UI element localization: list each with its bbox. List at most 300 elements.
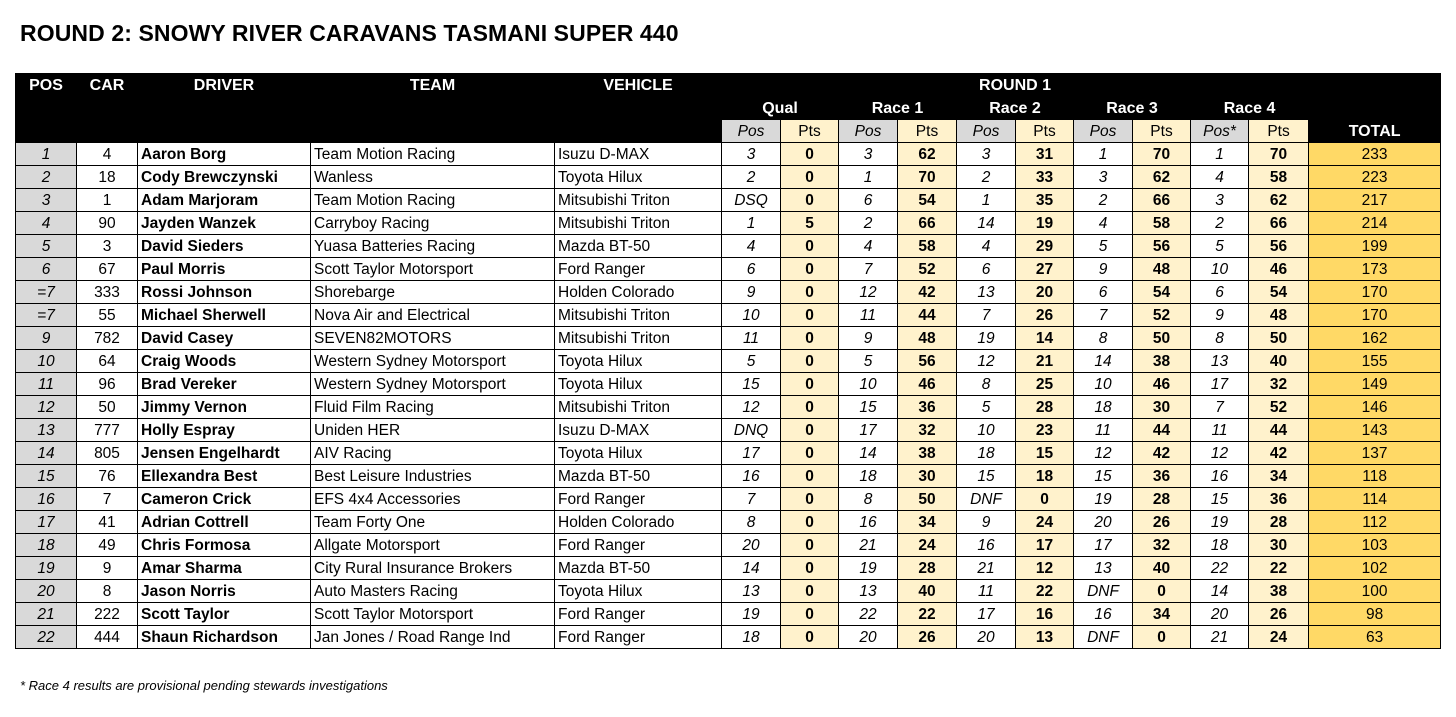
r3-pos-cell: 9 bbox=[1074, 258, 1133, 281]
qual-pts-cell: 0 bbox=[781, 511, 839, 534]
driver-cell: Paul Morris bbox=[138, 258, 311, 281]
table-row bbox=[16, 304, 1441, 327]
total-cell: 173 bbox=[1309, 258, 1441, 281]
qual-pos-cell: 2 bbox=[722, 166, 781, 189]
team-cell: Uniden HER bbox=[311, 419, 555, 442]
r4-pts-cell: 22 bbox=[1249, 557, 1309, 580]
r1-pts-cell: 40 bbox=[898, 580, 957, 603]
r2-pos-cell: 17 bbox=[957, 603, 1016, 626]
total-cell: 199 bbox=[1309, 235, 1441, 258]
qual-pts-cell: 0 bbox=[781, 488, 839, 511]
driver-header: DRIVER bbox=[138, 74, 311, 97]
pos-cell: 3 bbox=[16, 189, 77, 212]
r2-pos-cell: 4 bbox=[957, 235, 1016, 258]
driver-cell: Jensen Engelhardt bbox=[138, 442, 311, 465]
r3-pos-cell: 1 bbox=[1074, 143, 1133, 166]
team-cell: Western Sydney Motorsport bbox=[311, 373, 555, 396]
total-cell: 143 bbox=[1309, 419, 1441, 442]
qual-pts-cell: 0 bbox=[781, 373, 839, 396]
r3-pts-cell: 30 bbox=[1133, 396, 1191, 419]
r4-pos-cell: 9 bbox=[1191, 304, 1249, 327]
pos-cell: 18 bbox=[16, 534, 77, 557]
table-row bbox=[16, 511, 1441, 534]
vehicle-cell: Toyota Hilux bbox=[555, 166, 722, 189]
r3-pts-cell: 44 bbox=[1133, 419, 1191, 442]
qual-pts-cell: 0 bbox=[781, 396, 839, 419]
car-cell: 782 bbox=[77, 327, 138, 350]
total-cell: 149 bbox=[1309, 373, 1441, 396]
r1-pts-cell: 48 bbox=[898, 327, 957, 350]
driver-cell: Adam Marjoram bbox=[138, 189, 311, 212]
r3-pos-cell: 12 bbox=[1074, 442, 1133, 465]
r1-pts-cell: 28 bbox=[898, 557, 957, 580]
header-row-2 bbox=[16, 97, 1441, 120]
r2-pts-cell: 28 bbox=[1016, 396, 1074, 419]
race3-header: Race 3 bbox=[1074, 97, 1191, 120]
header-row-1 bbox=[16, 74, 1441, 97]
team-cell: SEVEN82MOTORS bbox=[311, 327, 555, 350]
r4-pos-cell: 16 bbox=[1191, 465, 1249, 488]
r4-pos-cell: 11 bbox=[1191, 419, 1249, 442]
qual-pts-cell: 0 bbox=[781, 235, 839, 258]
r4-pos-cell: 17 bbox=[1191, 373, 1249, 396]
team-cell: Scott Taylor Motorsport bbox=[311, 603, 555, 626]
r2-pos-cell: 6 bbox=[957, 258, 1016, 281]
vehicle-cell: Isuzu D-MAX bbox=[555, 143, 722, 166]
r3-pos-cell: 10 bbox=[1074, 373, 1133, 396]
qual-pos-cell: 19 bbox=[722, 603, 781, 626]
r3-pts-cell: 28 bbox=[1133, 488, 1191, 511]
vehicle-cell: Mitsubishi Triton bbox=[555, 189, 722, 212]
r1-pts-cell: 38 bbox=[898, 442, 957, 465]
r3-pos-cell: 8 bbox=[1074, 327, 1133, 350]
driver-cell: Michael Sherwell bbox=[138, 304, 311, 327]
race2-pos-header: Pos bbox=[957, 120, 1016, 143]
qual-pos-cell: DSQ bbox=[722, 189, 781, 212]
pos-cell: 2 bbox=[16, 166, 77, 189]
driver-cell: Cameron Crick bbox=[138, 488, 311, 511]
qual-pos-cell: 12 bbox=[722, 396, 781, 419]
r1-pts-cell: 30 bbox=[898, 465, 957, 488]
qual-pos-cell: 7 bbox=[722, 488, 781, 511]
pos-header: POS bbox=[16, 74, 77, 97]
r3-pts-cell: 36 bbox=[1133, 465, 1191, 488]
qual-pts-cell: 0 bbox=[781, 557, 839, 580]
r4-pos-cell: 21 bbox=[1191, 626, 1249, 649]
pos-cell: =7 bbox=[16, 281, 77, 304]
total-cell: 63 bbox=[1309, 626, 1441, 649]
team-cell: AIV Racing bbox=[311, 442, 555, 465]
round-header: ROUND 1 bbox=[722, 74, 1309, 97]
driver-cell: Cody Brewczynski bbox=[138, 166, 311, 189]
r1-pts-cell: 22 bbox=[898, 603, 957, 626]
r3-pts-cell: 48 bbox=[1133, 258, 1191, 281]
qual-pos-cell: 4 bbox=[722, 235, 781, 258]
total-cell: 112 bbox=[1309, 511, 1441, 534]
r2-pts-cell: 35 bbox=[1016, 189, 1074, 212]
pos-cell: 9 bbox=[16, 327, 77, 350]
r3-pos-cell: 16 bbox=[1074, 603, 1133, 626]
vehicle-cell: Toyota Hilux bbox=[555, 442, 722, 465]
r3-pts-cell: 52 bbox=[1133, 304, 1191, 327]
results-table bbox=[15, 73, 1441, 649]
team-cell: Team Motion Racing bbox=[311, 189, 555, 212]
qual-pos-cell: 13 bbox=[722, 580, 781, 603]
qual-pts-cell: 0 bbox=[781, 189, 839, 212]
driver-cell: Shaun Richardson bbox=[138, 626, 311, 649]
team-cell: Scott Taylor Motorsport bbox=[311, 258, 555, 281]
race4-pos-header: Pos* bbox=[1191, 120, 1249, 143]
vehicle-cell: Mitsubishi Triton bbox=[555, 212, 722, 235]
qual-pts-cell: 0 bbox=[781, 465, 839, 488]
pos-cell: 6 bbox=[16, 258, 77, 281]
r2-pts-cell: 24 bbox=[1016, 511, 1074, 534]
team-cell: Team Motion Racing bbox=[311, 143, 555, 166]
r4-pos-cell: 18 bbox=[1191, 534, 1249, 557]
r1-pos-cell: 14 bbox=[839, 442, 898, 465]
r4-pos-cell: 2 bbox=[1191, 212, 1249, 235]
vehicle-cell: Toyota Hilux bbox=[555, 350, 722, 373]
r2-pts-cell: 16 bbox=[1016, 603, 1074, 626]
driver-cell: David Casey bbox=[138, 327, 311, 350]
total-cell: 102 bbox=[1309, 557, 1441, 580]
vehicle-cell: Isuzu D-MAX bbox=[555, 419, 722, 442]
vehicle-cell: Toyota Hilux bbox=[555, 580, 722, 603]
car-cell: 50 bbox=[77, 396, 138, 419]
qual-pts-cell: 0 bbox=[781, 143, 839, 166]
qual-pts-header: Pts bbox=[781, 120, 839, 143]
r2-pos-cell: 7 bbox=[957, 304, 1016, 327]
team-header: TEAM bbox=[311, 74, 555, 97]
car-cell: 444 bbox=[77, 626, 138, 649]
table-row bbox=[16, 626, 1441, 649]
r3-pos-cell: 13 bbox=[1074, 557, 1133, 580]
r4-pts-cell: 32 bbox=[1249, 373, 1309, 396]
r2-pos-cell: 18 bbox=[957, 442, 1016, 465]
r2-pts-cell: 17 bbox=[1016, 534, 1074, 557]
qual-pts-cell: 0 bbox=[781, 304, 839, 327]
r3-pos-cell: 14 bbox=[1074, 350, 1133, 373]
race4-pts-header: Pts bbox=[1249, 120, 1309, 143]
footnote: * Race 4 results are provisional pending stewards investigations bbox=[20, 678, 388, 693]
r1-pts-cell: 46 bbox=[898, 373, 957, 396]
driver-cell: Rossi Johnson bbox=[138, 281, 311, 304]
qual-pos-cell: 3 bbox=[722, 143, 781, 166]
pos-cell: 22 bbox=[16, 626, 77, 649]
r3-pos-cell: 20 bbox=[1074, 511, 1133, 534]
r4-pts-cell: 58 bbox=[1249, 166, 1309, 189]
qual-pos-cell: 16 bbox=[722, 465, 781, 488]
r4-pts-cell: 26 bbox=[1249, 603, 1309, 626]
qual-header: Qual bbox=[722, 97, 839, 120]
qual-pos-cell: 20 bbox=[722, 534, 781, 557]
car-cell: 76 bbox=[77, 465, 138, 488]
r4-pts-cell: 44 bbox=[1249, 419, 1309, 442]
car-cell: 55 bbox=[77, 304, 138, 327]
r2-pos-cell: 20 bbox=[957, 626, 1016, 649]
r2-pos-cell: 16 bbox=[957, 534, 1016, 557]
vehicle-cell: Ford Ranger bbox=[555, 603, 722, 626]
qual-pos-cell: DNQ bbox=[722, 419, 781, 442]
team-cell: Nova Air and Electrical bbox=[311, 304, 555, 327]
total-cell: 155 bbox=[1309, 350, 1441, 373]
r4-pos-cell: 14 bbox=[1191, 580, 1249, 603]
r3-pos-cell: DNF bbox=[1074, 580, 1133, 603]
r1-pos-cell: 15 bbox=[839, 396, 898, 419]
r3-pos-cell: 2 bbox=[1074, 189, 1133, 212]
driver-cell: Ellexandra Best bbox=[138, 465, 311, 488]
race1-pts-header: Pts bbox=[898, 120, 957, 143]
r2-pts-cell: 25 bbox=[1016, 373, 1074, 396]
r4-pos-cell: 12 bbox=[1191, 442, 1249, 465]
total-cell: 100 bbox=[1309, 580, 1441, 603]
vehicle-cell: Holden Colorado bbox=[555, 511, 722, 534]
car-cell: 1 bbox=[77, 189, 138, 212]
r1-pos-cell: 2 bbox=[839, 212, 898, 235]
pos-cell: 15 bbox=[16, 465, 77, 488]
r1-pos-cell: 21 bbox=[839, 534, 898, 557]
car-cell: 3 bbox=[77, 235, 138, 258]
team-cell: Western Sydney Motorsport bbox=[311, 350, 555, 373]
r1-pos-cell: 7 bbox=[839, 258, 898, 281]
race2-pts-header: Pts bbox=[1016, 120, 1074, 143]
driver-cell: Jason Norris bbox=[138, 580, 311, 603]
r3-pts-cell: 46 bbox=[1133, 373, 1191, 396]
r1-pos-cell: 16 bbox=[839, 511, 898, 534]
vehicle-cell: Mazda BT-50 bbox=[555, 557, 722, 580]
r3-pts-cell: 40 bbox=[1133, 557, 1191, 580]
r2-pos-cell: 9 bbox=[957, 511, 1016, 534]
results-body bbox=[16, 143, 1441, 649]
r4-pts-cell: 36 bbox=[1249, 488, 1309, 511]
car-cell: 96 bbox=[77, 373, 138, 396]
qual-pos-cell: 8 bbox=[722, 511, 781, 534]
qual-pos-cell: 5 bbox=[722, 350, 781, 373]
table-row bbox=[16, 143, 1441, 166]
r4-pos-cell: 1 bbox=[1191, 143, 1249, 166]
r2-pts-cell: 0 bbox=[1016, 488, 1074, 511]
r1-pos-cell: 11 bbox=[839, 304, 898, 327]
r1-pos-cell: 20 bbox=[839, 626, 898, 649]
r3-pos-cell: 4 bbox=[1074, 212, 1133, 235]
pos-cell: 5 bbox=[16, 235, 77, 258]
qual-pos-cell: 15 bbox=[722, 373, 781, 396]
r4-pos-cell: 4 bbox=[1191, 166, 1249, 189]
qual-pts-cell: 0 bbox=[781, 626, 839, 649]
total-cell: 146 bbox=[1309, 396, 1441, 419]
table-row bbox=[16, 580, 1441, 603]
total-cell: 98 bbox=[1309, 603, 1441, 626]
r1-pos-cell: 3 bbox=[839, 143, 898, 166]
car-cell: 41 bbox=[77, 511, 138, 534]
r4-pos-cell: 19 bbox=[1191, 511, 1249, 534]
r2-pts-cell: 33 bbox=[1016, 166, 1074, 189]
r3-pts-cell: 32 bbox=[1133, 534, 1191, 557]
r2-pos-cell: 15 bbox=[957, 465, 1016, 488]
r2-pts-cell: 22 bbox=[1016, 580, 1074, 603]
r1-pts-cell: 34 bbox=[898, 511, 957, 534]
r4-pos-cell: 5 bbox=[1191, 235, 1249, 258]
qual-pts-cell: 0 bbox=[781, 442, 839, 465]
vehicle-cell: Holden Colorado bbox=[555, 281, 722, 304]
total-header: TOTAL bbox=[1309, 120, 1441, 143]
pos-cell: 19 bbox=[16, 557, 77, 580]
qual-pts-cell: 0 bbox=[781, 327, 839, 350]
r3-pts-cell: 42 bbox=[1133, 442, 1191, 465]
qual-pts-cell: 0 bbox=[781, 580, 839, 603]
qual-pts-cell: 0 bbox=[781, 419, 839, 442]
r4-pos-cell: 22 bbox=[1191, 557, 1249, 580]
car-cell: 805 bbox=[77, 442, 138, 465]
qual-pts-cell: 0 bbox=[781, 166, 839, 189]
r3-pos-cell: 5 bbox=[1074, 235, 1133, 258]
r1-pts-cell: 62 bbox=[898, 143, 957, 166]
driver-cell: Brad Vereker bbox=[138, 373, 311, 396]
r3-pts-cell: 34 bbox=[1133, 603, 1191, 626]
r4-pts-cell: 52 bbox=[1249, 396, 1309, 419]
r2-pts-cell: 21 bbox=[1016, 350, 1074, 373]
r1-pts-cell: 70 bbox=[898, 166, 957, 189]
r1-pts-cell: 56 bbox=[898, 350, 957, 373]
r1-pts-cell: 36 bbox=[898, 396, 957, 419]
r1-pts-cell: 58 bbox=[898, 235, 957, 258]
driver-cell: Amar Sharma bbox=[138, 557, 311, 580]
r2-pts-cell: 20 bbox=[1016, 281, 1074, 304]
team-cell: City Rural Insurance Brokers bbox=[311, 557, 555, 580]
r3-pts-cell: 66 bbox=[1133, 189, 1191, 212]
pos-cell: 1 bbox=[16, 143, 77, 166]
qual-pos-cell: 18 bbox=[722, 626, 781, 649]
r3-pts-cell: 58 bbox=[1133, 212, 1191, 235]
car-cell: 67 bbox=[77, 258, 138, 281]
team-cell: Yuasa Batteries Racing bbox=[311, 235, 555, 258]
table-row bbox=[16, 465, 1441, 488]
vehicle-cell: Mitsubishi Triton bbox=[555, 327, 722, 350]
r2-pts-cell: 31 bbox=[1016, 143, 1074, 166]
table-row bbox=[16, 488, 1441, 511]
r3-pts-cell: 50 bbox=[1133, 327, 1191, 350]
r2-pos-cell: 21 bbox=[957, 557, 1016, 580]
car-cell: 333 bbox=[77, 281, 138, 304]
pos-cell: 12 bbox=[16, 396, 77, 419]
driver-cell: Holly Espray bbox=[138, 419, 311, 442]
r1-pos-cell: 9 bbox=[839, 327, 898, 350]
r4-pts-cell: 56 bbox=[1249, 235, 1309, 258]
r3-pts-cell: 38 bbox=[1133, 350, 1191, 373]
vehicle-cell: Ford Ranger bbox=[555, 488, 722, 511]
r2-pts-cell: 15 bbox=[1016, 442, 1074, 465]
team-cell: Auto Masters Racing bbox=[311, 580, 555, 603]
r4-pos-cell: 15 bbox=[1191, 488, 1249, 511]
qual-pos-header: Pos bbox=[722, 120, 781, 143]
r1-pos-cell: 6 bbox=[839, 189, 898, 212]
total-cell: 214 bbox=[1309, 212, 1441, 235]
table-row bbox=[16, 258, 1441, 281]
r4-pos-cell: 3 bbox=[1191, 189, 1249, 212]
race2-header: Race 2 bbox=[957, 97, 1074, 120]
car-cell: 64 bbox=[77, 350, 138, 373]
r1-pos-cell: 17 bbox=[839, 419, 898, 442]
table-row bbox=[16, 603, 1441, 626]
pos-cell: 11 bbox=[16, 373, 77, 396]
r2-pos-cell: 13 bbox=[957, 281, 1016, 304]
r1-pts-cell: 52 bbox=[898, 258, 957, 281]
r1-pos-cell: 12 bbox=[839, 281, 898, 304]
qual-pos-cell: 14 bbox=[722, 557, 781, 580]
r4-pts-cell: 50 bbox=[1249, 327, 1309, 350]
qual-pos-cell: 9 bbox=[722, 281, 781, 304]
vehicle-cell: Mazda BT-50 bbox=[555, 465, 722, 488]
pos-cell: 21 bbox=[16, 603, 77, 626]
driver-cell: Aaron Borg bbox=[138, 143, 311, 166]
r1-pts-cell: 26 bbox=[898, 626, 957, 649]
r4-pts-cell: 28 bbox=[1249, 511, 1309, 534]
table-row bbox=[16, 419, 1441, 442]
r3-pts-cell: 62 bbox=[1133, 166, 1191, 189]
r3-pos-cell: 11 bbox=[1074, 419, 1133, 442]
vehicle-cell: Mitsubishi Triton bbox=[555, 396, 722, 419]
r2-pos-cell: 12 bbox=[957, 350, 1016, 373]
qual-pts-cell: 0 bbox=[781, 603, 839, 626]
table-row bbox=[16, 373, 1441, 396]
race1-header: Race 1 bbox=[839, 97, 957, 120]
r2-pos-cell: 3 bbox=[957, 143, 1016, 166]
race1-pos-header: Pos bbox=[839, 120, 898, 143]
qual-pos-cell: 10 bbox=[722, 304, 781, 327]
table-row bbox=[16, 396, 1441, 419]
vehicle-cell: Ford Ranger bbox=[555, 258, 722, 281]
total-cell: 233 bbox=[1309, 143, 1441, 166]
r1-pos-cell: 4 bbox=[839, 235, 898, 258]
total-cell: 137 bbox=[1309, 442, 1441, 465]
table-row bbox=[16, 212, 1441, 235]
table-row bbox=[16, 534, 1441, 557]
r2-pts-cell: 27 bbox=[1016, 258, 1074, 281]
team-cell: Carryboy Racing bbox=[311, 212, 555, 235]
r4-pts-cell: 62 bbox=[1249, 189, 1309, 212]
r2-pts-cell: 19 bbox=[1016, 212, 1074, 235]
qual-pts-cell: 0 bbox=[781, 534, 839, 557]
team-cell: EFS 4x4 Accessories bbox=[311, 488, 555, 511]
qual-pos-cell: 6 bbox=[722, 258, 781, 281]
r2-pos-cell: 5 bbox=[957, 396, 1016, 419]
r2-pts-cell: 12 bbox=[1016, 557, 1074, 580]
r1-pos-cell: 19 bbox=[839, 557, 898, 580]
r3-pts-cell: 54 bbox=[1133, 281, 1191, 304]
r3-pts-cell: 0 bbox=[1133, 580, 1191, 603]
r1-pos-cell: 5 bbox=[839, 350, 898, 373]
r4-pts-cell: 48 bbox=[1249, 304, 1309, 327]
qual-pts-cell: 5 bbox=[781, 212, 839, 235]
r4-pos-cell: 13 bbox=[1191, 350, 1249, 373]
page-title: ROUND 2: SNOWY RIVER CARAVANS TASMANI SUPER 440 bbox=[20, 20, 679, 46]
qual-pos-cell: 1 bbox=[722, 212, 781, 235]
header-row-3 bbox=[16, 120, 1441, 143]
r2-pts-cell: 23 bbox=[1016, 419, 1074, 442]
car-cell: 18 bbox=[77, 166, 138, 189]
car-cell: 4 bbox=[77, 143, 138, 166]
r3-pos-cell: DNF bbox=[1074, 626, 1133, 649]
qual-pts-cell: 0 bbox=[781, 281, 839, 304]
race3-pts-header: Pts bbox=[1133, 120, 1191, 143]
car-cell: 9 bbox=[77, 557, 138, 580]
car-cell: 49 bbox=[77, 534, 138, 557]
r4-pts-cell: 34 bbox=[1249, 465, 1309, 488]
r4-pts-cell: 30 bbox=[1249, 534, 1309, 557]
r2-pos-cell: 1 bbox=[957, 189, 1016, 212]
vehicle-header: VEHICLE bbox=[555, 74, 722, 97]
team-cell: Jan Jones / Road Range Ind bbox=[311, 626, 555, 649]
